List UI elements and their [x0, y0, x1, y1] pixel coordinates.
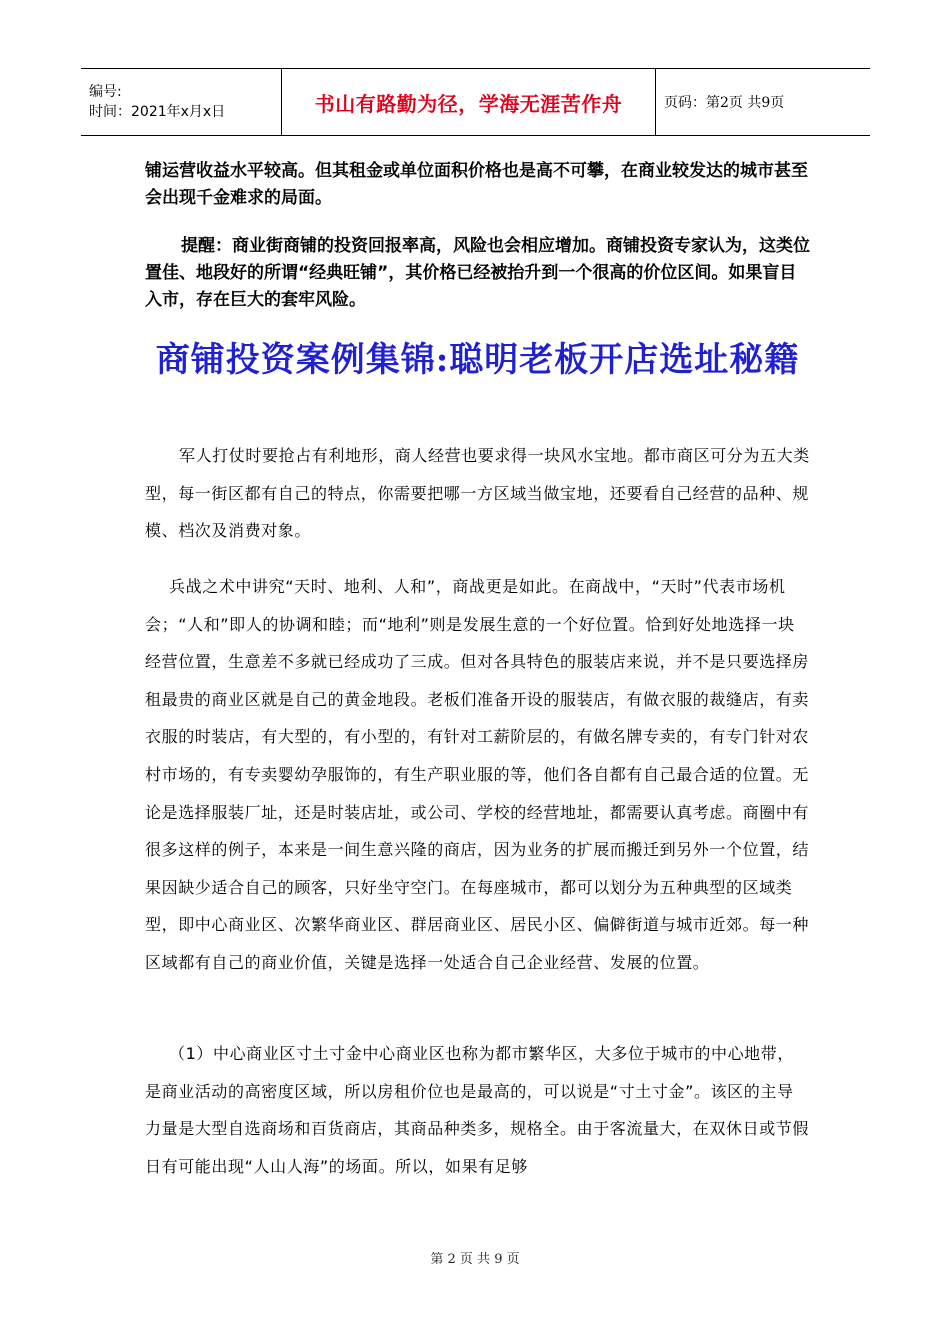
number-label: 编号: [89, 84, 122, 100]
motto: 书山有路勤为径，学海无涯苦作舟 [314, 91, 623, 116]
page-footer: 第 2 页 共 9 页 [430, 1252, 520, 1267]
document-header [81, 68, 870, 136]
body-paragraph-2 [145, 568, 810, 982]
time-label: 时间：2021年x月x日 [89, 104, 226, 120]
header-page-code [656, 69, 870, 135]
body-paragraph-1-text: 军人打仗时要抢占有利地形，商人经营也要求得一块风水宝地。都市商区可分为五大类型，每一街区都有自己的特点，你需要把哪一方区域当做宝地，还要看自己经营的品种、规模、档次及消费对象。 [145, 446, 810, 541]
body-paragraph-1 [145, 437, 810, 550]
article-title: 商铺投资案例集锦:聪明老板开店选址秘籍 [155, 340, 800, 380]
body-paragraph-2-text: 兵战之术中讲究“天时、地利、人和”，商战更是如此。在商战中，“天时”代表市场机会；“人和”即人的协调和睦；而“地利”则是发展生意的一个好位置。恰到好处地选择一块经营位置，生意差不多就已经成功了三成。但对各具特色的服装店来说，并不是只要选择房租最贵的商业区就是自己的黄金地段。老板们准备开设的服装店，有做衣服的裁缝店，有卖衣服的时装店，有大型的，有小型的，有针对工薪阶层的，有做名牌专卖的，有专门针对农村市场的，有专卖婴幼孕服饰的，有生产职业服的等，他们各自都有自己最合适的位置。无论是选择服装厂址，还是时装店址，或公司、学校的经营地址，都需要认真考虑。商圈中有很多这样的例子，本来是一间生意兴隆的商店，因为业务的扩展而搬迁到另外一个位置，结果因缺少适合自己的顾客，只好坐守空门。在每座城市，都可以划分为五种典型的区域类型，即中心商业区、次繁华商业区、群居商业区、居民小区、偏僻街道与城市近郊。每一种区域都有自己的商业价值，关键是选择一处适合自己企业经营、发展的位置。 [145, 577, 810, 972]
page-code: 页码：第2页 共9页 [664, 95, 785, 111]
header-meta [81, 69, 281, 135]
intro-paragraph-1: 铺运营收益水平较高。但其租金或单位面积价格也是高不可攀，在商业较发达的城市甚至会出现千金难求的局面。 [145, 161, 808, 208]
body-paragraph-3-text: （1）中心商业区寸土寸金中心商业区也称为都市繁华区，大多位于城市的中心地带，是商业活动的高密度区域，所以房租价位也是最高的，可以说是“寸土寸金”。该区的主导力量是大型自选商场和百货商店，其商品种类多，规格全。由于客流量大，在双休日或节假日有可能出现“人山人海”的场面。所以，如果有足够 [145, 1044, 810, 1176]
intro-paragraph-2-text: 提醒：商业街商铺的投资回报率高，风险也会相应增加。商铺投资专家认为，这类位置佳、地段好的所谓“经典旺铺”，其价格已经被抬升到一个很高的价位区间。如果盲目入市，存在巨大的套牢风险。 [145, 236, 810, 310]
body-paragraph-3 [145, 1035, 810, 1185]
header-motto-cell [281, 69, 656, 135]
intro-paragraph-2 [145, 233, 810, 314]
